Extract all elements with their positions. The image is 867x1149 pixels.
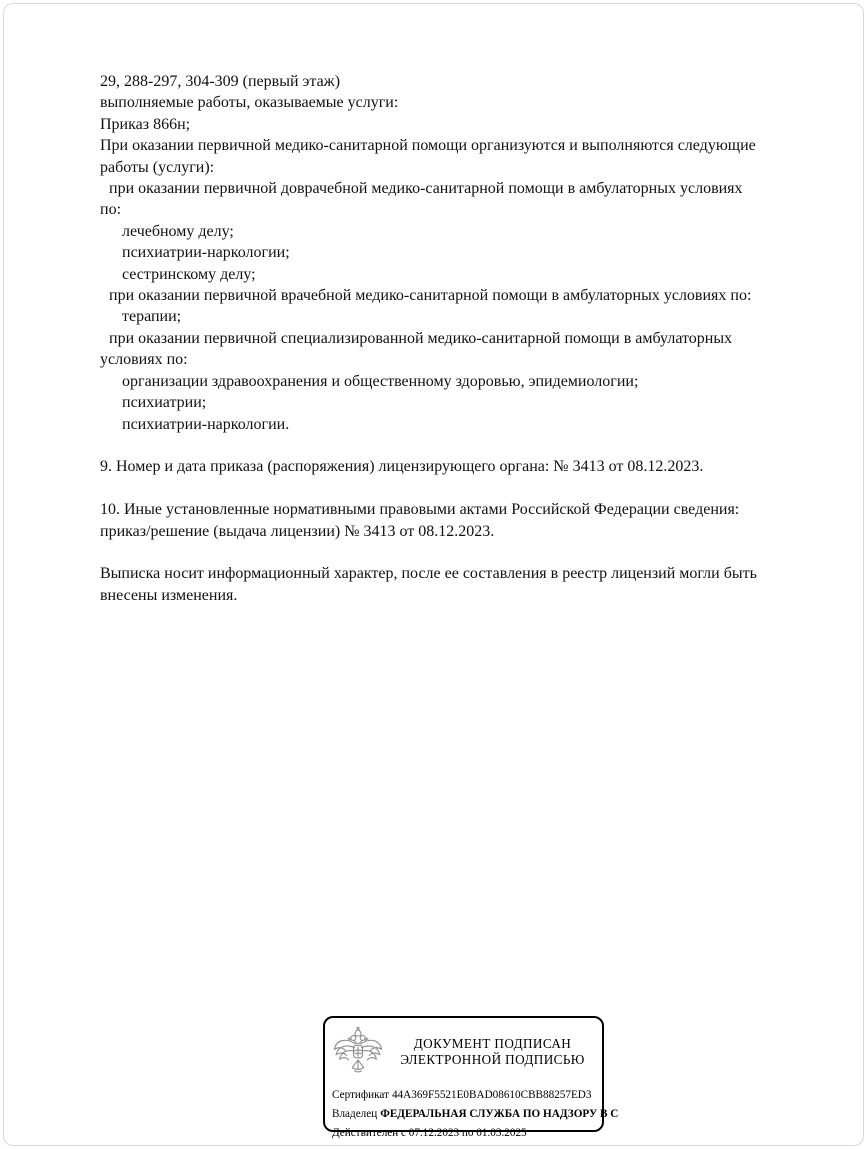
- text-line: по:: [100, 201, 122, 219]
- stamp-title: [389, 1036, 596, 1069]
- text-line: психиатрии-наркологии;: [122, 244, 290, 262]
- owner-value: ФЕДЕРАЛЬНАЯ СЛУЖБА ПО НАДЗОРУ В С: [380, 1107, 619, 1120]
- stamp-info: [325, 1080, 619, 1142]
- text-line: внесены изменения.: [100, 586, 238, 604]
- text-line: При оказании первичной медико-санитарной помощи организуются и выполняются следующие: [100, 137, 756, 155]
- text-line: Выписка носит информационный характер, после ее составления в реестр лицензий могли быть: [100, 565, 757, 583]
- text-line: 29, 288-297, 304-309 (первый этаж): [100, 73, 341, 90]
- owner-label: Владелец: [332, 1107, 378, 1120]
- roszdravnadzor-eagle-emblem-icon: [331, 1026, 385, 1078]
- certificate-label: Сертификат: [332, 1089, 389, 1101]
- text-line: работы (услуги):: [100, 158, 215, 176]
- text-line: психиатрии;: [122, 394, 207, 412]
- text-line: психиатрии-наркологии.: [122, 415, 290, 433]
- document-page: [3, 3, 864, 1146]
- text-line: сестринскому делу;: [122, 265, 256, 283]
- blank-line: [100, 435, 840, 456]
- stamp-title-line2: ЭЛЕКТРОННОЙ ПОДПИСЬЮ: [400, 1052, 585, 1067]
- text-line: при оказании первичной врачебной медико-санитарной помощи в амбулаторных условиях по:: [109, 287, 752, 305]
- text-line: приказ/решение (выдача лицензии) № 3413 от 08.12.2023.: [100, 522, 495, 540]
- electronic-signature-stamp: [323, 1016, 619, 1139]
- text-line: при оказании первичной специализированной медико-санитарной помощи в амбулаторных: [109, 329, 733, 347]
- text-line: Приказ 866н;: [100, 115, 191, 133]
- text-line: при оказании первичной доврачебной медико-санитарной помощи в амбулаторных условиях: [109, 180, 743, 198]
- text-line: лечебному делу;: [122, 222, 234, 240]
- text-line: организации здравоохранения и общественному здоровью, эпидемиологии;: [122, 372, 639, 390]
- document-body: [100, 71, 840, 606]
- validity-line: [332, 1124, 602, 1143]
- stamp-title-line1: ДОКУМЕНТ ПОДПИСАН: [413, 1035, 572, 1051]
- text-line: условиях по:: [100, 351, 188, 369]
- owner-line: [332, 1105, 619, 1124]
- certificate-value: 44A369F5521E0BAD08610CBB88257ED3: [391, 1089, 592, 1101]
- validity-value: Действителен с 07.12.2023 по 01.03.2025: [332, 1126, 527, 1139]
- text-line: терапии;: [122, 308, 182, 326]
- blank-line: [100, 542, 840, 563]
- text-line: 10. Иные установленные нормативными правовыми актами Российской Федерации сведения:: [100, 501, 740, 519]
- certificate-line: [332, 1086, 602, 1105]
- stamp-header: [325, 1018, 602, 1080]
- text-line: 9. Номер и дата приказа (распоряжения) лицензирующего органа: № 3413 от 08.12.2023.: [100, 458, 704, 476]
- blank-line: [100, 478, 840, 499]
- text-line: выполняемые работы, оказываемые услуги:: [100, 94, 399, 112]
